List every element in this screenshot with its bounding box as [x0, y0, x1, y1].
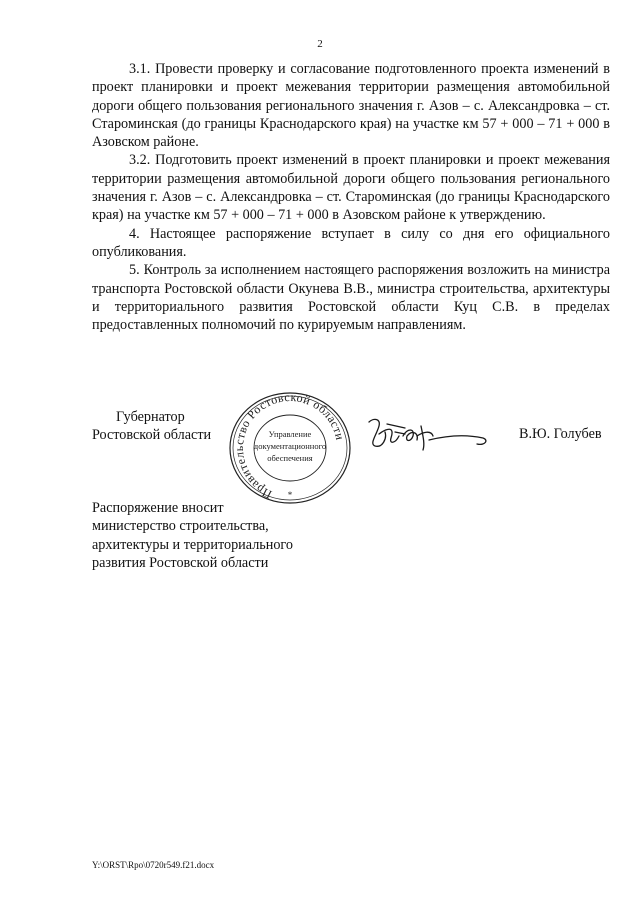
seal-inner-line2: документационного [253, 441, 327, 451]
seal-star: * [287, 490, 293, 500]
handwritten-signature-icon [365, 414, 490, 454]
governor-name: В.Ю. Голубев [519, 426, 602, 442]
paragraph-3-1: 3.1. Провести проверку и согласование подготовленного проекта изменений в проект планировки и проект межевания территории размещения автомобильной дороги общего пользования регионального значения г. Азов – с. Александровка – ст. Староминская (до границы Краснодарского края) на участке км 57 + 000 – 71 + 000 в Азовском районе. [92, 61, 610, 151]
submitted-by-line3: архитектуры и территориального [92, 536, 293, 553]
submitted-by-line2: министерство строительства, [92, 518, 269, 535]
official-seal-icon [226, 392, 354, 508]
governor-title-line2: Ростовской области [92, 427, 212, 444]
governor-title-line1: Губернатор [116, 409, 185, 425]
page-number: 2 [317, 38, 323, 50]
seal-inner-line1: Управление [268, 429, 312, 439]
seal-inner-line3: обеспечения [267, 453, 313, 463]
submitted-by-line4: развития Ростовской области [92, 554, 269, 571]
submitted-by-note [92, 499, 293, 572]
signature-block [0, 392, 640, 502]
footer-file-path: Y:\ORST\Rpo\0720r549.f21.docx [92, 860, 215, 870]
seal-outer-text: Правительство Ростовской области [231, 392, 348, 502]
paragraph-4: 4. Настоящее распоряжение вступает в силу со дня его официального опубликования. [92, 225, 610, 260]
document-body [92, 60, 610, 334]
submitted-by-line1: Распоряжение вносит [92, 500, 224, 516]
paragraph-3-2: 3.2. Подготовить проект изменений в проект планировки и проект межевания территории размещения автомобильной дороги общего пользования регионального значения г. Азов – с. Александровка – ст. Староминская (до границы Краснодарского края) на участке км 57 + 000 – 71 + 000 в Азовском районе к утверждению. [92, 152, 610, 224]
paragraph-5: 5. Контроль за исполнением настоящего распоряжения возложить на министра транспорта Ростовской области Окунева В.В., министра строительства, архитектуры и территориального развития Ростовской области Куц С.В. в пределах предоставленных полномочий по курируемым направлениям. [92, 262, 610, 334]
governor-title [92, 408, 211, 445]
